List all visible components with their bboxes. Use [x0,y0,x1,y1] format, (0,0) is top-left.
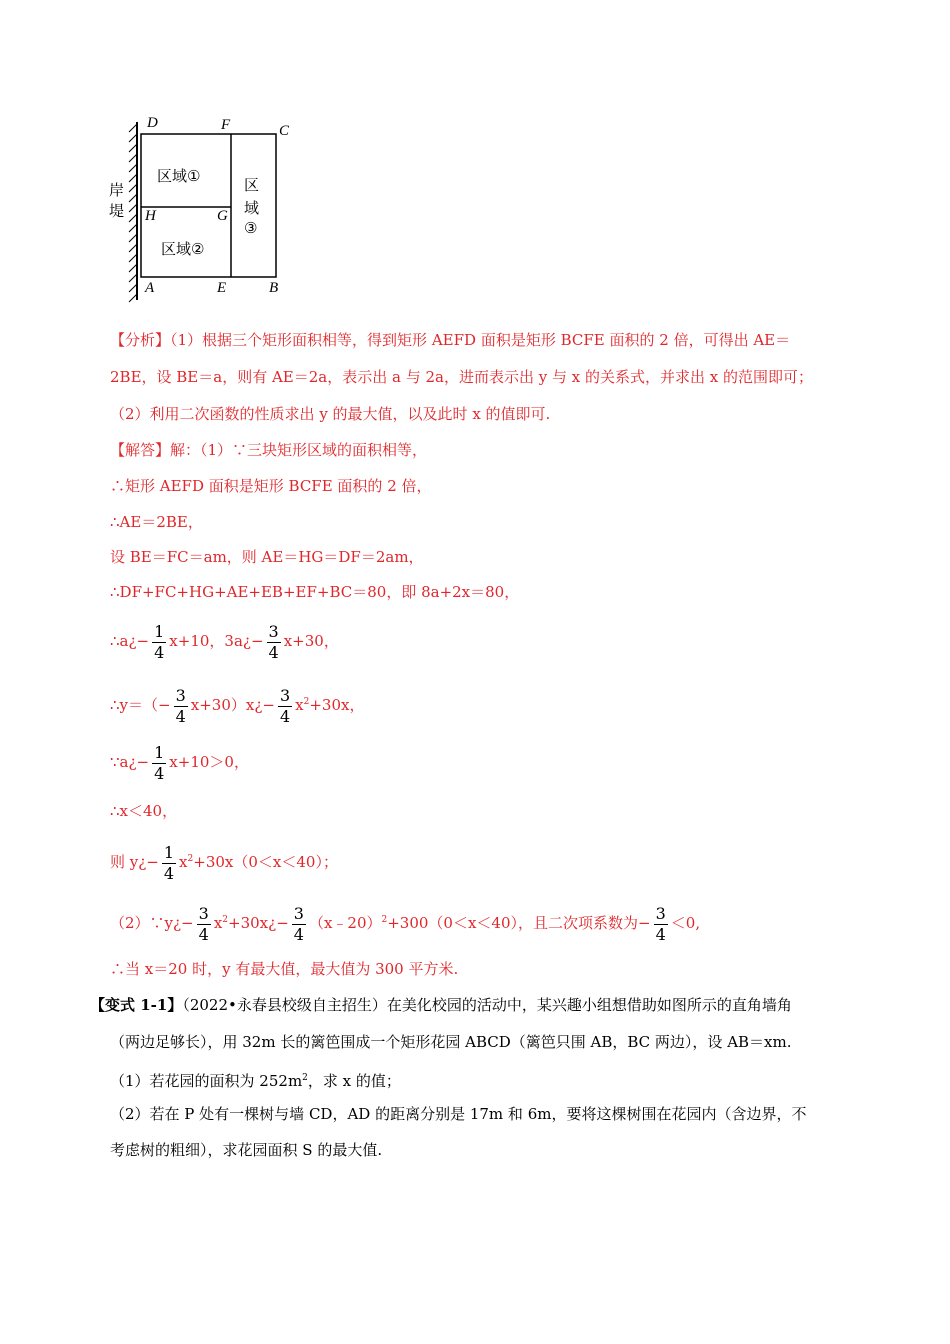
solution-line-12: ∴当 x＝20 时，y 有最大值，最大值为 300 平方米. [110,960,459,978]
solution-text-1: 解：（1）∵三块矩形区域的面积相等， [170,441,428,459]
solution-line-8 [110,741,249,784]
eq7-d: +30x， [309,696,365,714]
variant-text-3b: ，求 x 的值； [307,1072,401,1090]
fraction-3-4 [292,904,306,945]
analysis-text-1: （1）根据三个矩形面积相等，得到矩形 AEFD 面积是矩形 BCFE 面积的 2 倍，可得出 AE＝ [170,331,791,349]
label-d: D [147,115,158,131]
eq7-c: x [295,696,304,714]
eq8-a: ∵a¿− [110,753,150,771]
variant-line-2: （两边足够长），用 32m 长的篱笆围成一个矩形花园 ABCD（篱笆只围 AB，BC 两边），设 AB＝xm. [110,1033,792,1051]
fraction-num: 1 [154,742,165,762]
solution-line-6 [110,620,339,663]
solution-line-2: ∴矩形 AEFD 面积是矩形 BCFE 面积的 2 倍， [110,477,432,495]
fraction-den: 4 [163,863,175,883]
fraction-den: 4 [175,706,186,726]
rectangle-diagram [105,112,305,307]
eq10-c: +30x（0＜x＜40）； [193,853,338,871]
region-1-label: 区域① [157,167,201,185]
analysis-line-1 [110,330,790,350]
region-3-label-1: 区 [244,176,260,194]
fraction-1-4 [152,743,166,784]
fraction-den: 4 [198,924,209,944]
figure-diagram [105,112,305,307]
label-c: C [279,123,290,139]
solution-line-5: ∴DF+FC+HG+AE+EB+EF+BC＝80，即 8a+2x＝80， [110,583,520,601]
analysis-tag: 【分析】 [110,331,171,349]
fraction-den: 4 [655,924,666,944]
eq11-f: ＜0, [670,914,701,932]
variant-line-3 [110,1068,401,1091]
label-a: A [145,280,155,296]
superscript: 2 [381,915,388,925]
fraction-num: 3 [655,903,666,923]
eq11-b: x [213,914,223,932]
fraction-1-4 [162,843,176,884]
eq8-b: x+10＞0， [169,753,249,771]
solution-line-9: ∴x＜40， [110,802,178,820]
fraction-num: 1 [163,842,175,862]
region-3-label-3: ③ [244,219,258,237]
solution-line-1 [110,440,427,460]
solution-line-3: ∴AE＝2BE， [110,513,203,531]
variant-line-1 [90,995,792,1015]
solution-line-10 [110,838,338,884]
fraction-1-4 [152,622,166,663]
fraction-num: 3 [198,903,209,923]
variant-line-4: （2）若在 P 处有一棵树与墙 CD，AD 的距离分别是 17m 和 6m，要将这棵树围在花园内（含边界，不 [110,1105,807,1123]
eq11-d: （x﹣20） [308,914,382,932]
superscript: 2 [302,1073,308,1083]
bank-label-2: 堤 [109,202,125,220]
eq7-a: ∴y＝（− [110,696,171,714]
bank-label-1: 岸 [109,181,125,199]
solution-line-4: 设 BE＝FC＝am，则 AE＝HG＝DF＝2am， [110,548,424,566]
analysis-line-2: 2BE，设 BE＝a，则有 AE＝2a，表示出 a 与 2a，进而表示出 y 与 x 的关系式，并求出 x 的范围即可； [110,368,813,386]
superscript: 2 [303,697,310,707]
variant-text-3a: （1）若花园的面积为 252m [110,1072,303,1090]
variant-line-5: 考虑树的粗细），求花园面积 S 的最大值. [110,1141,383,1159]
label-b: B [269,280,279,296]
fraction-den: 4 [279,706,291,726]
eq11-e: +300（0＜x＜40），且二次项系数为− [387,914,651,932]
label-f: F [221,117,231,133]
fraction-3-4 [278,686,292,727]
fraction-3-4 [654,904,668,945]
eq6-c: x+30， [283,632,339,650]
fraction-num: 3 [268,621,279,641]
superscript: 2 [222,915,229,925]
solution-tag: 【解答】 [110,441,171,459]
fraction-num: 1 [154,621,165,641]
label-g: G [217,208,228,224]
eq10-a: 则 y¿− [110,853,159,871]
fraction-den: 4 [268,642,279,662]
solution-line-11 [110,899,700,945]
fraction-3-4 [174,686,188,727]
label-h: H [145,208,156,224]
fraction-3-4 [267,622,281,663]
fraction-den: 4 [154,642,165,662]
label-e: E [217,280,227,296]
variant-text-1: （2022•永春县校级自主招生）在美化校园的活动中，某兴趣小组想借助如图所示的直角墙角 [182,996,792,1014]
variant-tag: 【变式 1-1】 [90,996,183,1014]
fraction-num: 3 [175,685,186,705]
eq6-b: x+10，3a¿− [169,632,264,650]
solution-line-7 [110,681,364,727]
eq6-a: ∴a¿− [110,632,150,650]
fraction-3-4 [197,904,211,945]
fraction-den: 4 [154,763,165,783]
fraction-num: 3 [293,903,304,923]
eq7-b: x+30）x¿− [190,696,275,714]
fraction-den: 4 [293,924,304,944]
eq11-c: +30x¿− [228,914,289,932]
analysis-line-3: （2）利用二次函数的性质求出 y 的最大值，以及此时 x 的值即可. [110,405,551,423]
eq10-b: x [179,853,188,871]
eq11-a: （2）∵y¿− [110,914,194,932]
region-2-label: 区域② [161,240,205,258]
fraction-num: 3 [279,685,291,705]
region-3-label-2: 域 [244,199,260,217]
superscript: 2 [187,854,194,864]
